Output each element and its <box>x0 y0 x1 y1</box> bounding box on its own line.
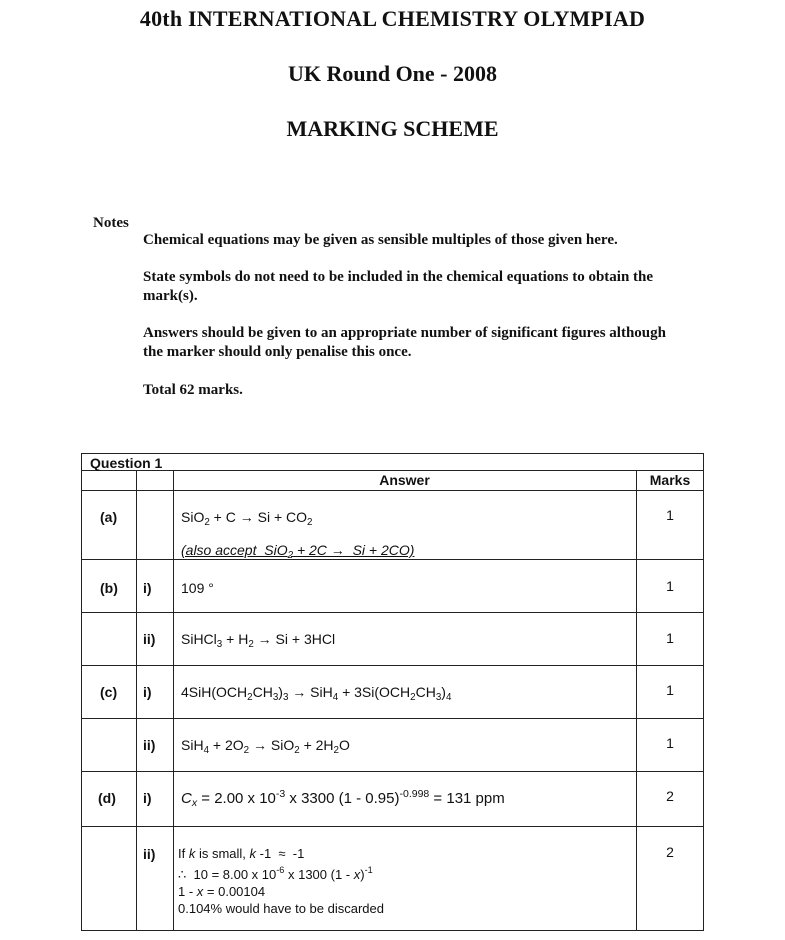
sub-d-ii: ii) <box>143 846 156 862</box>
answer-a: $SiO_2 + C \to Si + CO_2$ <box>181 509 313 528</box>
round-subtitle: UK Round One - 2008 <box>287 61 498 86</box>
col-rule-answer <box>636 470 637 931</box>
rule-row-bii <box>81 665 704 666</box>
marks-b-ii: 1 <box>666 630 674 646</box>
rule-row-cii <box>81 771 704 772</box>
answer-d-i: $C_x = 2.00$ x $10^{-3}$ x 3300 (1 - 0.95)$^{-0.998}$ = 131 ppm <box>181 788 505 809</box>
answer-d-ii <box>178 845 384 917</box>
rule-row-bi <box>81 612 704 613</box>
marks-d-i: 2 <box>666 788 674 804</box>
d-ii-line-4: 0.104% would have to be discarded <box>178 901 384 916</box>
answer-a-alt: (also accept SiO$_2$ + 2C → Si + 2CO) <box>181 542 415 561</box>
answer-b-i: 109 ° <box>181 580 214 596</box>
rule-row-di <box>81 826 704 827</box>
part-c: (c) <box>100 684 118 700</box>
marks-a: 1 <box>666 507 674 523</box>
marks-d-ii: 2 <box>666 844 674 860</box>
marks-b-i: 1 <box>666 578 674 594</box>
note-4-total: Total 62 marks. <box>143 382 243 398</box>
d-ii-line-1: If k is small, k -1 ≈ -1 <box>178 846 305 861</box>
part-a: (a) <box>100 509 118 525</box>
document-title: 40th INTERNATIONAL CHEMISTRY OLYMPIAD <box>139 6 646 31</box>
scheme-heading: MARKING SCHEME <box>286 116 499 141</box>
sub-b-ii: ii) <box>143 631 156 647</box>
marks-c-i: 1 <box>666 682 674 698</box>
marks-c-ii: 1 <box>666 735 674 751</box>
sub-d-i: i) <box>143 790 152 806</box>
rule-question <box>81 470 704 471</box>
answer-c-i: $4SiH(OCH_2CH_3)_3 \to SiH_4 + 3Si(OCH_2CH_3)_4$ <box>181 684 452 703</box>
question-label: Question 1 <box>90 455 163 471</box>
col-rule-sub <box>173 470 174 931</box>
rule-header <box>81 490 704 491</box>
rule-row-ci <box>81 718 704 719</box>
part-b: (b) <box>100 580 118 596</box>
marks-header: Marks <box>649 472 691 488</box>
note-2: State symbols do not need to be included in the chemical equations to obtain the mark(s). <box>143 269 654 304</box>
d-ii-line-3: 1 - x = 0.00104 <box>178 884 266 899</box>
part-d: (d) <box>98 790 116 806</box>
notes-label: Notes <box>93 215 129 231</box>
d-ii-line-2: ∴ 10 = 8.00 x $10^{-6}$ x 1300 (1 - x)$^{-1}$ <box>178 865 373 882</box>
sub-b-i: i) <box>143 580 152 596</box>
note-1: Chemical equations may be given as sensible multiples of those given here. <box>143 232 618 248</box>
answer-b-ii: SiHCl$_3$ + $H_2 \to Si + 3HCl$ <box>181 631 336 650</box>
answer-c-ii: $SiH_4 + 2O_2 \to SiO_2 + 2H_2O$ <box>181 737 350 756</box>
sub-c-ii: ii) <box>143 737 156 753</box>
note-3: Answers should be given to an appropriate number of significant figures although the marker should only penalise this once. <box>143 325 666 360</box>
sub-c-i: i) <box>143 684 152 700</box>
col-rule-part <box>136 470 137 931</box>
answer-header: Answer <box>379 472 430 488</box>
